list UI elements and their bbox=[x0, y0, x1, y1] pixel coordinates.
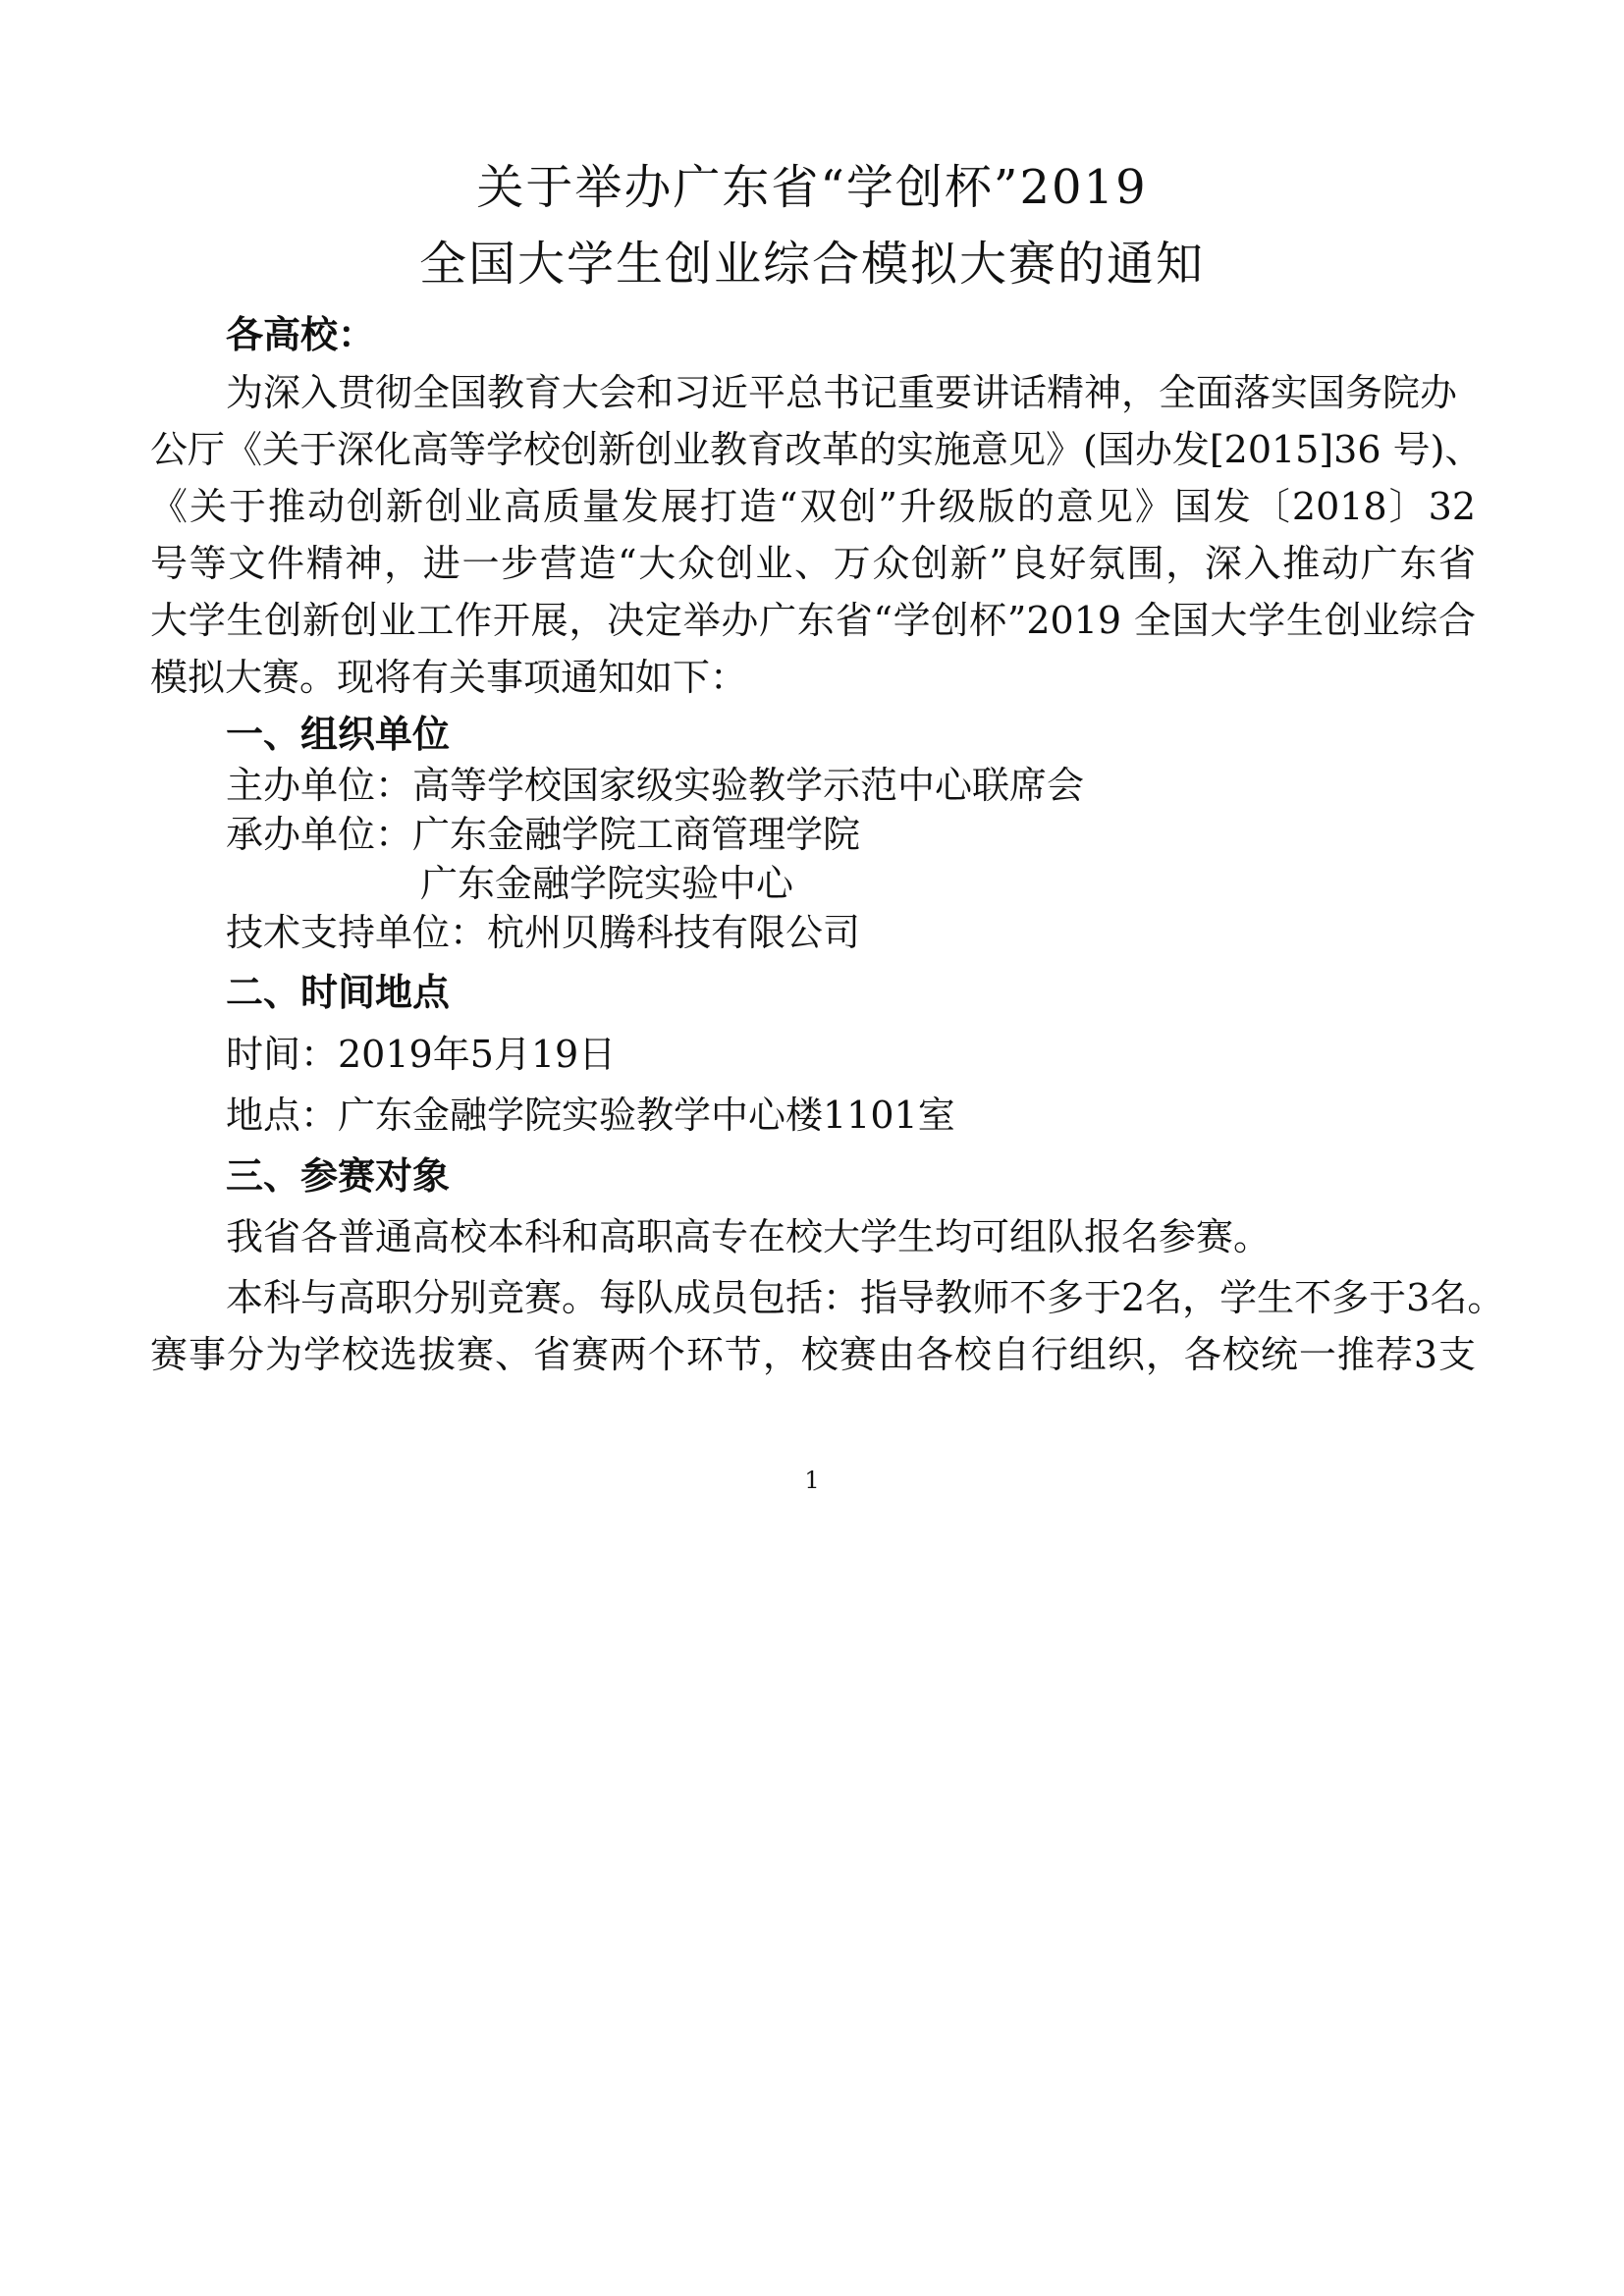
intro-line-5: 大学生创新创业工作开展，决定举办广东省“学创杯”2019 全国大学生创业综合 bbox=[150, 599, 1476, 642]
section-3-paragraph-1: 我省各普通高校本科和高职高专在校大学生均可组队报名参赛。 bbox=[226, 1215, 1272, 1258]
salutation: 各高校： bbox=[226, 313, 376, 356]
tech-support-unit: 技术支持单位：杭州贝腾科技有限公司 bbox=[226, 911, 861, 954]
intro-line-6: 模拟大赛。现将有关事项通知如下： bbox=[150, 656, 748, 699]
page-number: 1 bbox=[804, 1467, 820, 1494]
section-3-heading: 三、参赛对象 bbox=[226, 1154, 451, 1198]
intro-line-1: 为深入贯彻全国教育大会和习近平总书记重要讲话精神，全面落实国务院办 bbox=[226, 371, 1458, 414]
event-place: 地点：广东金融学院实验教学中心楼1101室 bbox=[226, 1094, 955, 1137]
section-2-heading: 二、时间地点 bbox=[226, 971, 451, 1014]
organizer-unit-2: 广东金融学院实验中心 bbox=[420, 862, 794, 905]
section-3-paragraph-2-line-2: 赛事分为学校选拔赛、省赛两个环节，校赛由各校自行组织，各校统一推荐3支 bbox=[150, 1333, 1476, 1376]
organizer-unit-1: 承办单位：广东金融学院工商管理学院 bbox=[226, 813, 861, 856]
section-3-paragraph-2-line-1: 本科与高职分别竞赛。每队成员包括：指导教师不多于2名，学生不多于3名。 bbox=[226, 1276, 1505, 1319]
section-1-heading: 一、组织单位 bbox=[226, 713, 451, 756]
host-unit: 主办单位：高等学校国家级实验教学示范中心联席会 bbox=[226, 764, 1085, 807]
document-title-line-1: 关于举办广东省“学创杯”2019 bbox=[476, 160, 1148, 215]
intro-line-2: 公厅《关于深化高等学校创新创业教育改革的实施意见》(国办发[2015]36 号)、 bbox=[150, 428, 1483, 471]
intro-line-4: 号等文件精神，进一步营造“大众创业、万众创新”良好氛围，深入推动广东省 bbox=[150, 542, 1476, 585]
document-title-line-2: 全国大学生创业综合模拟大赛的通知 bbox=[418, 237, 1205, 292]
event-time: 时间：2019年5月19日 bbox=[226, 1033, 617, 1076]
intro-line-3: 《关于推动创新创业高质量发展打造“双创”升级版的意见》国发〔2018〕32 bbox=[150, 485, 1476, 528]
